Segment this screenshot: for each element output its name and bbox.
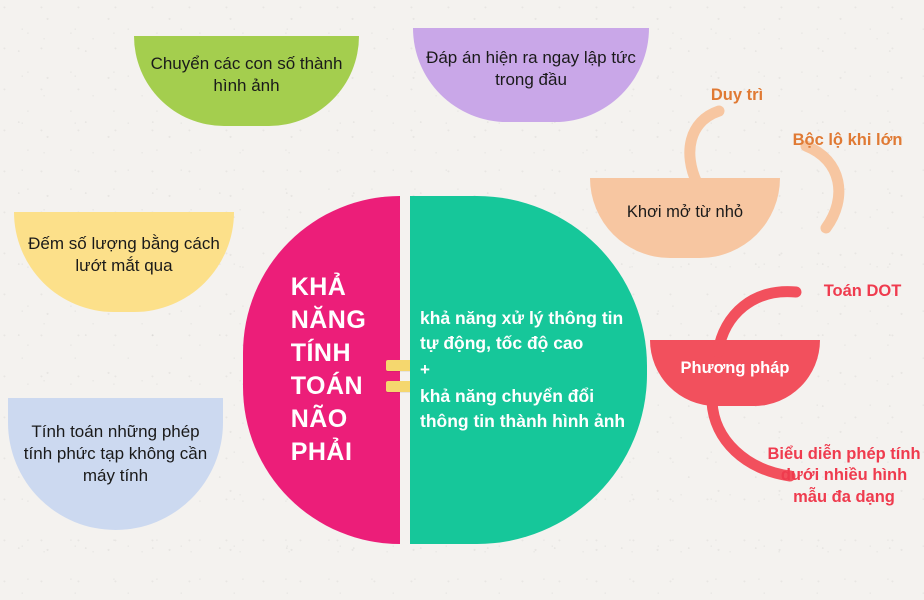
node-chuyen-con-so[interactable] bbox=[134, 36, 359, 126]
branch-label-bieu-dien: Biểu diễn phép tính dưới nhiều hình mẫu đa dạng bbox=[767, 445, 921, 506]
center-left-half[interactable] bbox=[243, 196, 400, 544]
node-dap-an-hien-ra-label: Đáp án hiện ra ngay lập tức trong đầu bbox=[426, 47, 636, 89]
node-khoi-mo-tu-nho-label: Khơi mở từ nhỏ bbox=[626, 203, 744, 222]
center-right-line1: khả năng xử lý thông tin tự động, tốc độ cao bbox=[420, 307, 624, 354]
center-right-label bbox=[410, 306, 647, 435]
plus-symbol: + bbox=[420, 360, 430, 380]
arc-connector-boc-lo bbox=[790, 140, 860, 235]
node-tinh-toan-phuc-tap[interactable] bbox=[8, 398, 223, 530]
branch-label-duy-tri: Duy trì bbox=[710, 86, 764, 104]
node-phuong-phap-label: Phương pháp bbox=[680, 359, 790, 378]
branch-label-toan-dot: Toán DOT bbox=[823, 282, 902, 300]
branch-label-boc-lo-khi-lon: Bộc lộ khi lớn bbox=[792, 131, 903, 149]
node-dem-so-luong-label: Đếm số lượng bằng cách lướt mắt qua bbox=[28, 233, 220, 275]
node-dap-an-hien-ra[interactable] bbox=[413, 28, 649, 122]
arc-connector-toan-dot bbox=[710, 282, 805, 362]
node-tinh-toan-phuc-tap-label: Tính toán những phép tính phức tạp không cần máy tính bbox=[23, 421, 208, 486]
center-right-line2: khả năng chuyển đổi thông tin thành hình ảnh bbox=[420, 385, 626, 431]
node-dem-so-luong[interactable] bbox=[14, 212, 234, 312]
center-left-label: KHẢ NĂNG TÍNH TOÁN NÃO PHẢI bbox=[290, 273, 367, 466]
node-khoi-mo-tu-nho[interactable] bbox=[590, 178, 780, 258]
center-right-half[interactable] bbox=[410, 196, 647, 544]
node-chuyen-con-so-label: Chuyển các con số thành hình ảnh bbox=[150, 53, 343, 95]
arc-connector-duy-tri bbox=[675, 105, 735, 190]
